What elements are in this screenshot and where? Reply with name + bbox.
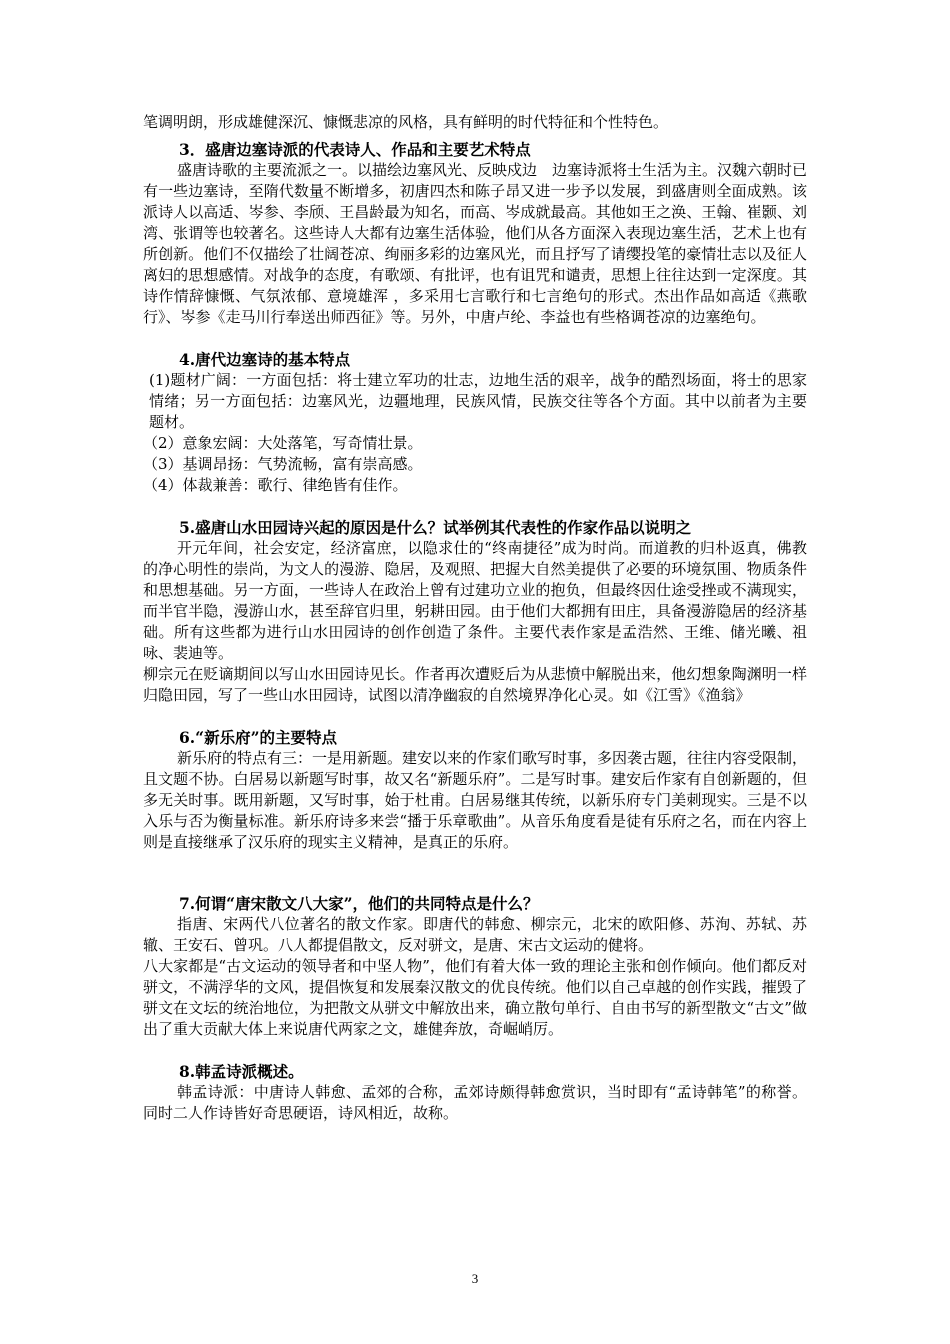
section-6 [143, 727, 807, 853]
section-heading: 7.何谓“唐宋散文八大家”，他们的共同特点是什么？ [179, 894, 539, 913]
section-paragraph: 柳宗元在贬谪期间以写山水田园诗见长。作者再次遭贬后为从悲愤中解脱出来，他幻想象陶渊明一样归隐田园，写了一些山水田园诗，试图以清净幽寂的自然境界净化心灵。如《江雪》《渔翁》 [143, 665, 807, 704]
section-heading: 6.“新乐府”的主要特点 [179, 728, 338, 747]
section-heading: 8.韩孟诗派概述。 [179, 1062, 304, 1081]
section-paragraph: 指唐、宋两代八位著名的散文作家。即唐代的韩愈、柳宗元，北宋的欧阳修、苏洵、苏轼、苏辙、王安石、曾巩。八人都提倡散文，反对骈文，是唐、宋古文运动的健将。 [143, 915, 807, 954]
section-5 [143, 517, 807, 706]
intro-paragraph: 笔调明朗，形成雄健深沉、慷慨悲凉的风格，具有鲜明的时代特征和个性特色。 [143, 113, 669, 131]
page-number: 3 [471, 1271, 479, 1286]
section-7 [143, 893, 807, 1040]
page-content [143, 112, 807, 1145]
section-paragraph: 韩孟诗派：中唐诗人韩愈、孟郊的合称，孟郊诗颇得韩愈赏识，当时即有“孟诗韩笔”的称誉。同时二人作诗皆好奇思硬语，诗风相近，故称。 [143, 1083, 807, 1122]
list-item: （3）基调昂扬：气势流畅，富有崇高感。 [143, 455, 423, 473]
section-paragraph: 盛唐诗歌的主要流派之一。以描绘边塞风光、反映戍边 边塞诗派将士生活为主。汉魏六朝时已有一些边塞诗，至隋代数量不断增多，初唐四杰和陈子昂又进一步予以发展，到盛唐则全面成熟。该派诗人以高适、岑参、李颀、王昌龄最为知名，而高、岑成就最高。其他如王之涣、王翰、崔颢、刘湾、张谓等也较著名。这些诗人大都有边塞生活体验，他们从各方面深入表现边塞生活，艺术上也有所创新。他们不仅描绘了壮阔苍凉、绚丽多彩的边塞风光，而且抒写了请缨投笔的豪情壮志以及征人离妇的思想感情。对战争的态度，有歌颂、有批评，也有诅咒和谴责，思想上往往达到一定深度。其诗作情辞慷慨、气氛浓郁、意境雄浑 ，多采用七言歌行和七言绝句的形式。杰出作品如高适《燕歌行》、岑参《走马川行奉送出师西征》等。另外，中唐卢纶、李益也有些格调苍凉的边塞绝句。 [143, 161, 808, 326]
list-item: （4）体裁兼善：歌行、律绝皆有佳作。 [143, 476, 408, 494]
section-paragraph: (1)题材广阔：一方面包括：将士建立军功的壮志，边地生活的艰辛，战争的酷烈场面，将士的思家情绪；另一方面包括：边塞风光，边疆地理，民族风情，民族交往等各个方面。其中以前者为主要题材。 [149, 371, 807, 431]
list-item: （2）意象宏阔：大处落笔，写奇情壮景。 [143, 434, 423, 452]
section-paragraph: 八大家都是“古文运动的领导者和中坚人物”，他们有着大体一致的理论主张和创作倾向。他们都反对骈文，不满浮华的文风，提倡恢复和发展秦汉散文的优良传统。他们以自己卓越的创作实践，摧毁了骈文在文坛的统治地位，为把散文从骈文中解放出来，确立散句单行、自由书写的新型散文“古文”做出了重大贡献大体上来说唐代两家之文，雄健奔放，奇崛峭厉。 [143, 957, 807, 1038]
section-heading: 5.盛唐山水田园诗兴起的原因是什么？试举例其代表性的作家作品以说明之 [179, 518, 692, 537]
section-heading: 4.唐代边塞诗的基本特点 [179, 350, 351, 369]
section-3 [143, 139, 807, 328]
section-paragraph: 开元年间，社会安定，经济富庶，以隐求仕的“终南捷径”成为时尚。而道教的归朴返真，佛教的净心明性的崇尚，为文人的漫游、隐居，及观照、把握大自然美提供了必要的环境氛围、物质条件和思想基础。另一方面，一些诗人在政治上曾有过建功立业的抱负，但最终因仕途受挫或不满现实，而半官半隐，漫游山水，甚至辞官归里，躬耕田园。由于他们大都拥有田庄，具备漫游隐居的经济基础。所有这些都为进行山水田园诗的创作创造了条件。主要代表作家是孟浩然、王维、储光曦、祖咏、裴迪等。 [143, 539, 807, 662]
section-heading: 3．盛唐边塞诗派的代表诗人、作品和主要艺术特点 [179, 140, 531, 159]
section-paragraph: 新乐府的特点有三：一是用新题。建安以来的作家们歌写时事，多因袭古题，往往内容受限制，且文题不协。白居易以新题写时事，故又名“新题乐府”。二是写时事。建安后作家有自创新题的，但多无关时事。既用新题，又写时事，始于杜甫。白居易继其传统，以新乐府专门美刺现实。三是不以入乐与否为衡量标准。新乐府诗多来尝“播于乐章歌曲”。从音乐角度看是徒有乐府之名，而在内容上则是直接继承了汉乐府的现实主义精神，是真正的乐府。 [143, 749, 808, 851]
section-8 [143, 1061, 807, 1124]
section-4 [143, 349, 807, 496]
